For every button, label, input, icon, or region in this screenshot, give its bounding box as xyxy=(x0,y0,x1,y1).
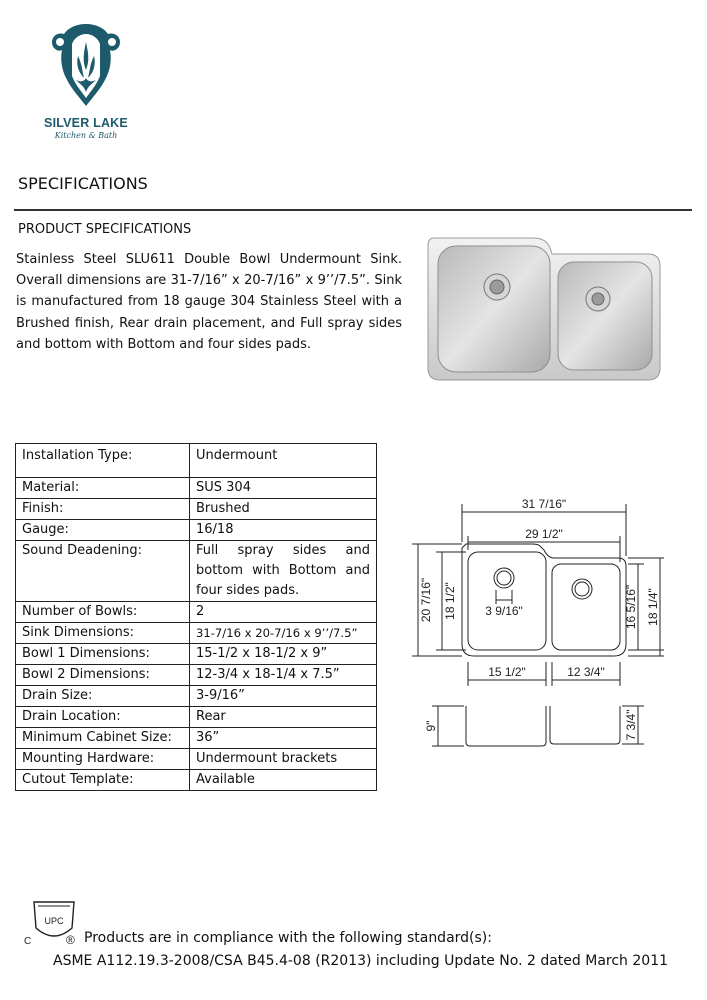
spec-value: SUS 304 xyxy=(190,478,377,499)
spec-value: Undermount brackets xyxy=(190,749,377,770)
table-row xyxy=(16,520,377,541)
dim-inner-width: 29 1/2" xyxy=(525,527,563,541)
spec-value: 15-1/2 x 18-1/2 x 9” xyxy=(190,644,377,665)
dim-bowl2-height: 7 3/4" xyxy=(624,709,638,741)
table-row xyxy=(16,644,377,665)
sink-outline-top-view xyxy=(462,544,626,656)
table-row xyxy=(16,665,377,686)
lotus-crest-icon xyxy=(46,20,126,112)
spec-label: Installation Type: xyxy=(16,444,190,478)
spec-value: 31-7/16 x 20-7/16 x 9’’/7.5” xyxy=(190,623,377,644)
spec-label: Sink Dimensions: xyxy=(16,623,190,644)
spec-label: Material: xyxy=(16,478,190,499)
spec-value: 16/18 xyxy=(190,520,377,541)
table-row xyxy=(16,499,377,520)
specifications-table xyxy=(15,443,377,791)
dim-overall-width: 31 7/16" xyxy=(521,497,567,511)
page-title: SPECIFICATIONS xyxy=(18,174,148,193)
dim-drain-size: 3 9/16" xyxy=(485,604,523,618)
spec-value: 2 xyxy=(190,602,377,623)
spec-label: Mounting Hardware: xyxy=(16,749,190,770)
table-row xyxy=(16,602,377,623)
compliance-text: Products are in compliance with the following standard(s): xyxy=(84,930,492,946)
drain-2-inner xyxy=(575,582,589,596)
bowl-2-side-view xyxy=(550,706,620,744)
sink-product-photo xyxy=(424,232,664,382)
drain-1-inner xyxy=(497,571,511,585)
spec-value: 36” xyxy=(190,728,377,749)
spec-label: Gauge: xyxy=(16,520,190,541)
section-heading: PRODUCT SPECIFICATIONS xyxy=(18,222,192,237)
spec-label: Cutout Template: xyxy=(16,770,190,791)
section-divider xyxy=(14,209,692,211)
footer xyxy=(0,900,707,1000)
brand-logo xyxy=(36,20,136,150)
bowl-1-side-view xyxy=(466,706,546,746)
table-row xyxy=(16,623,377,644)
dim-bowl2-width: 12 3/4" xyxy=(567,665,605,679)
spec-value: 3-9/16” xyxy=(190,686,377,707)
standards-text: ASME A112.19.3-2008/CSA B45.4-08 (R2013) including Update No. 2 dated March 2011 xyxy=(53,953,669,969)
upc-mark: UPC xyxy=(44,916,64,926)
dim-bowl2-depth: 18 1/4" xyxy=(646,588,660,626)
spec-value: Available xyxy=(190,770,377,791)
spec-label: Drain Location: xyxy=(16,707,190,728)
dimension-drawing xyxy=(404,492,664,754)
spec-value: Full spray sides and bottom with Bottom and four sides pads. xyxy=(190,541,377,602)
spec-label: Bowl 2 Dimensions: xyxy=(16,665,190,686)
table-row xyxy=(16,749,377,770)
brand-subtitle: Kitchen & Bath xyxy=(54,131,118,140)
spec-value: Rear xyxy=(190,707,377,728)
spec-label: Minimum Cabinet Size: xyxy=(16,728,190,749)
table-row xyxy=(16,444,377,478)
upc-certification-icon xyxy=(22,900,86,950)
table-row xyxy=(16,707,377,728)
spec-value: Brushed xyxy=(190,499,377,520)
spec-label: Finish: xyxy=(16,499,190,520)
dim-bowl1-height: 9" xyxy=(424,720,438,732)
dim-overall-depth: 20 7/16" xyxy=(419,577,433,623)
c-mark: C xyxy=(24,936,32,947)
table-row xyxy=(16,686,377,707)
spec-label: Drain Size: xyxy=(16,686,190,707)
bowl-1-outline xyxy=(468,552,546,650)
spec-value: 12-3/4 x 18-1/4 x 7.5” xyxy=(190,665,377,686)
table-row xyxy=(16,728,377,749)
table-row xyxy=(16,770,377,791)
dim-bowl2-inner-depth: 16 5/16" xyxy=(624,584,638,630)
product-description: Stainless Steel SLU611 Double Bowl Undermount Sink. Overall dimensions are 31-7/16” x 20-7/16” x 9’’/7.5”. Sink is manufactured from 18 gauge 304 Stainless Steel with a Brushed finish, Rear drain placement, and Full spray sides and bottom with Bottom and four sides pads. xyxy=(16,252,402,352)
table-row xyxy=(16,478,377,499)
spec-value: Undermount xyxy=(190,444,377,478)
spec-label: Bowl 1 Dimensions: xyxy=(16,644,190,665)
spec-label: Number of Bowls: xyxy=(16,602,190,623)
dim-bowl1-width: 15 1/2" xyxy=(488,665,526,679)
spec-label: Sound Deadening: xyxy=(16,541,190,602)
bowl-2-outline xyxy=(552,564,620,650)
brand-name: SILVER LAKE xyxy=(44,116,128,130)
table-row xyxy=(16,541,377,602)
registered-mark: ® xyxy=(66,933,75,947)
dim-bowl1-depth: 18 1/2" xyxy=(443,582,457,620)
